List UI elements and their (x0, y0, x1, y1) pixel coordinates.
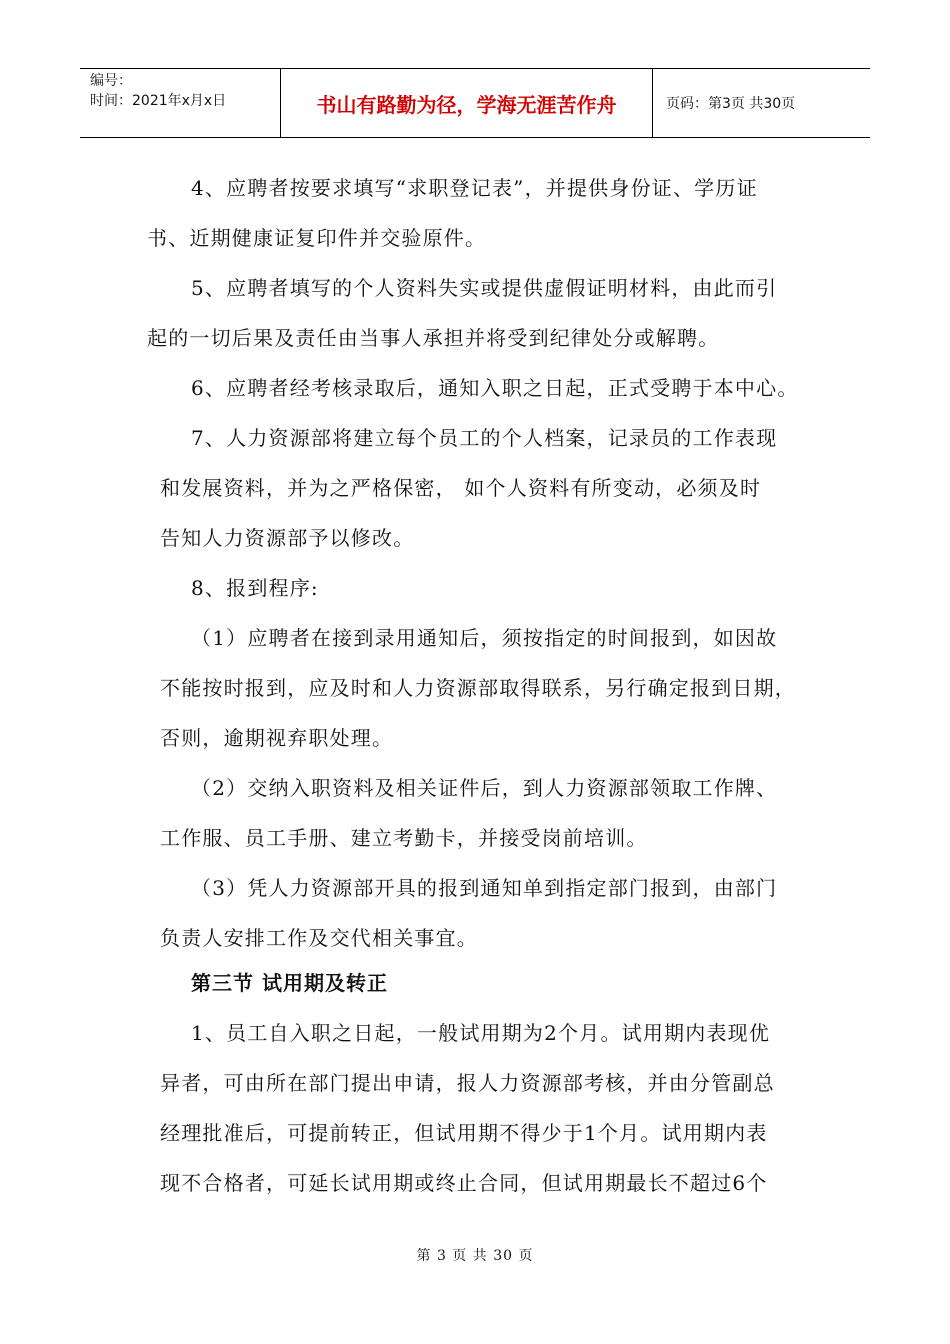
section-title: 第三节 试用期及转正 (191, 971, 388, 995)
section-line: 1、员工自入职之日起，一般试用期为2个月。试用期内表现优 (191, 1021, 771, 1045)
body-line: 4、应聘者按要求填写“求职登记表”，并提供身份证、学历证 (191, 176, 758, 200)
page-footer: 第 3 页 共 30 页 (416, 1248, 534, 1264)
section-line: 经理批准后，可提前转正，但试用期不得少于1个月。试用期内表 (160, 1121, 768, 1145)
header-meta (80, 69, 281, 137)
section-line: 现不合格者，可延长试用期或终止合同，但试用期最长不超过6个 (160, 1171, 768, 1195)
body-line: 8、报到程序: (191, 576, 319, 600)
header-motto: 书山有路勤为径，学海无涯苦作舟 (281, 69, 653, 137)
page-header (80, 68, 870, 138)
body-line: 不能按时报到，应及时和人力资源部取得联系，另行确定报到日期， (160, 676, 796, 700)
body-line: 否则，逾期视弃职处理。 (160, 726, 394, 750)
body-line: 起的一切后果及责任由当事人承担并将受到纪律处分或解聘。 (147, 326, 720, 350)
section-line: 异者，可由所在部门提出申请，报人力资源部考核，并由分管副总 (160, 1071, 775, 1095)
body-line: 告知人力资源部予以修改。 (160, 526, 415, 550)
body-line: 7、人力资源部将建立每个员工的个人档案，记录员的工作表现 (191, 426, 778, 450)
body-line: 负责人安排工作及交代相关事宜。 (160, 926, 478, 950)
body-line: 5、应聘者填写的个人资料失实或提供虚假证明材料，由此而引 (191, 276, 778, 300)
body-line: （1）应聘者在接到录用通知后，须按指定的时间报到，如因故 (191, 626, 778, 650)
header-page-info: 页码：第3页 共30页 (666, 96, 796, 112)
document-date: 时间：2021年x月x日 (90, 93, 227, 109)
body-line: 书、近期健康证复印件并交验原件。 (147, 226, 487, 250)
body-line: 6、应聘者经考核录取后，通知入职之日起，正式受聘于本中心。 (191, 376, 799, 400)
body-line: 工作服、员工手册、建立考勤卡，并接受岗前培训。 (160, 826, 648, 850)
body-line: 和发展资料，并为之严格保密， 如个人资料有所变动，必须及时 (160, 476, 762, 500)
body-line: （3）凭人力资源部开具的报到通知单到指定部门报到，由部门 (191, 876, 778, 900)
body-line: （2）交纳入职资料及相关证件后，到人力资源部领取工作牌、 (191, 776, 778, 800)
document-number: 编号： (90, 73, 132, 89)
